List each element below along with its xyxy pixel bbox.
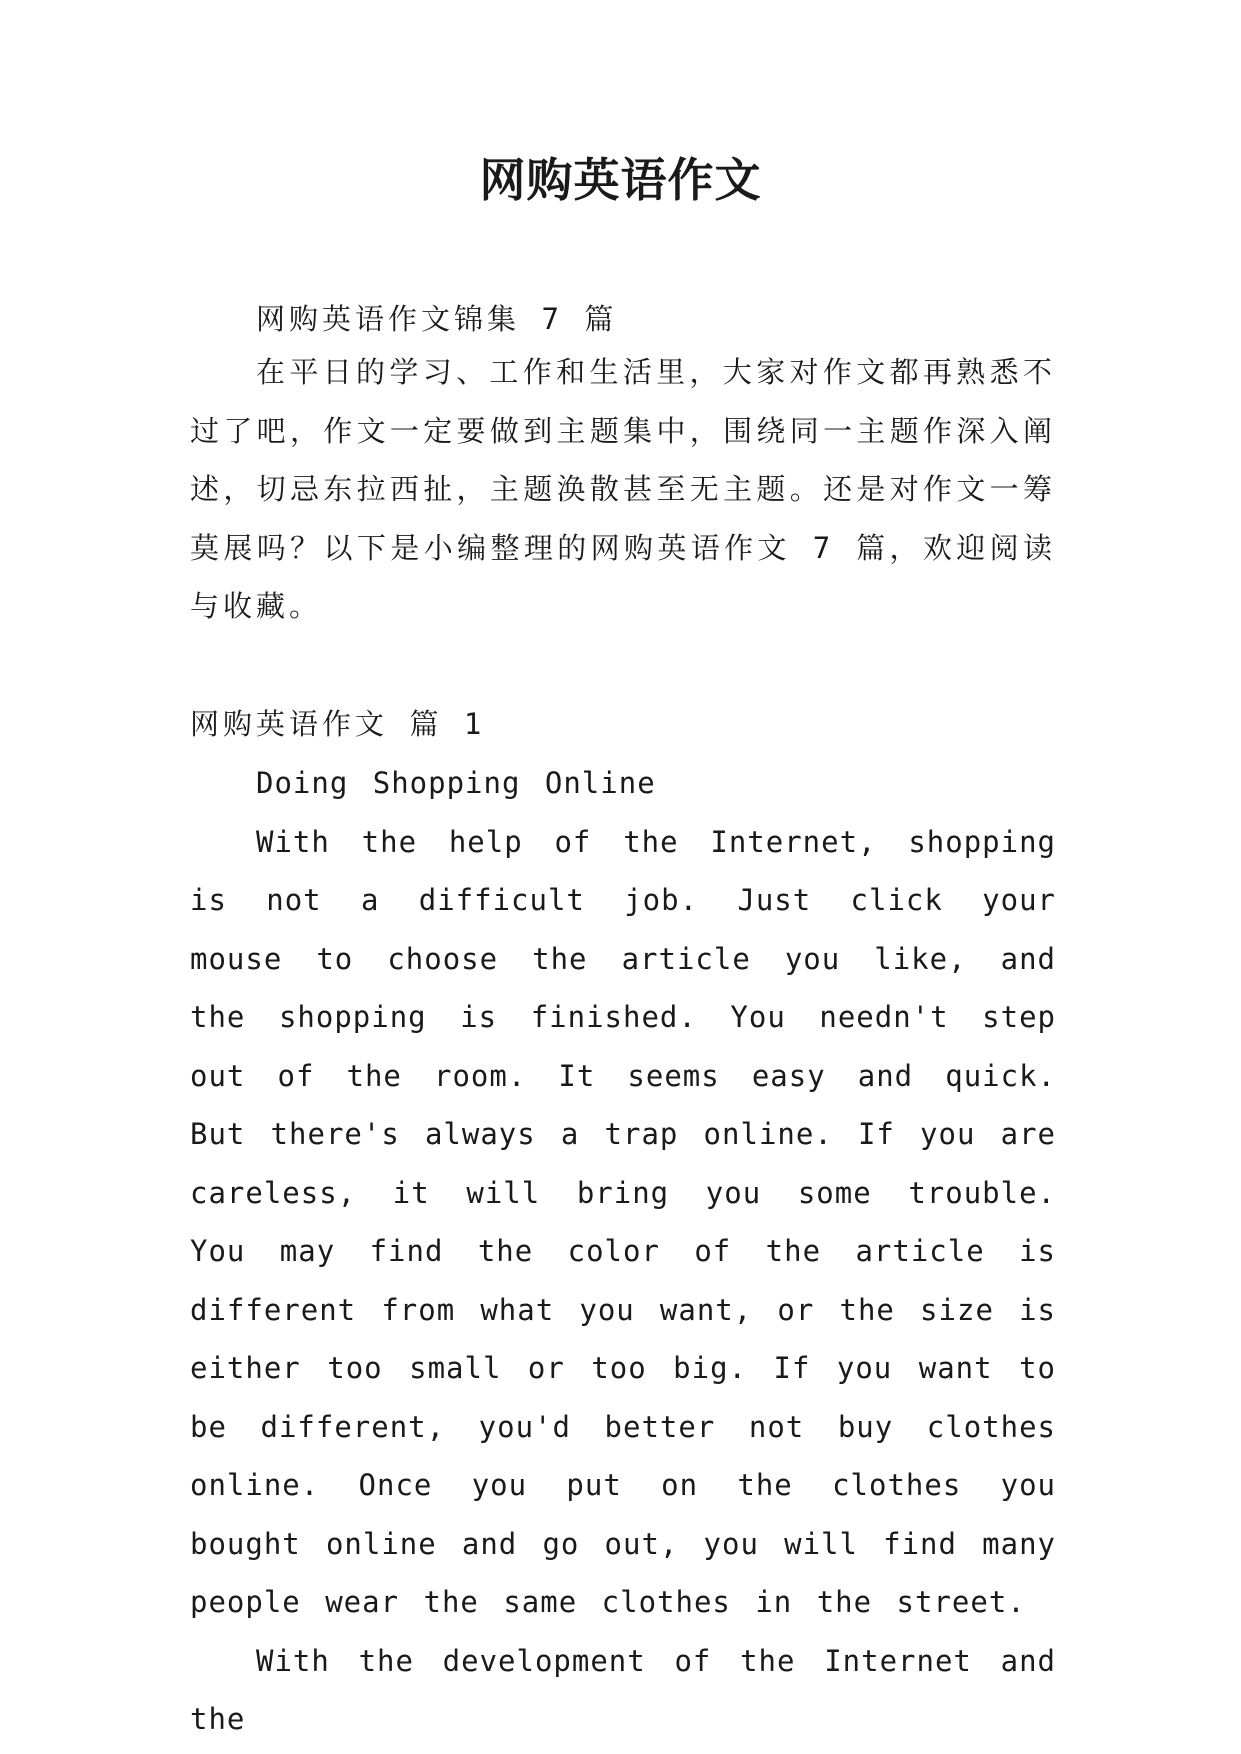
document-title: 网购英语作文 — [479, 153, 762, 207]
document-subtitle: 网购英语作文锦集 7 篇 — [256, 302, 618, 336]
intro-paragraph: 在平日的学习、工作和生活里，大家对作文都再熟悉不过了吧，作文一定要做到主题集中，围绕同一主题作深入阐述，切忌东拉西扯，主题涣散甚至无主题。还是对作文一筹莫展吗？以下是小编整理的网购英语作文 7 篇，欢迎阅读与收藏。 — [190, 355, 1056, 623]
essay-title: Doing Shopping Online — [256, 766, 656, 800]
essay-paragraph: With the development of the Internet and the — [190, 1643, 1056, 1736]
intro-block — [190, 343, 1056, 636]
section-heading: 网购英语作文 篇 1 — [190, 707, 486, 741]
essay-paragraph: With the help of the Internet, shopping is not a difficult job. Just click your mouse to choose the article you like, and the shopping is finished. You needn't step out of the room. It seems easy and quick. But there's always a trap online. If you are careless, it will bring you some trouble. You may find the color of the article is different from what you want, or the size is either too small or too big. If you want to be different, you'd better not buy clothes online. Once you put on the clothes you bought online and go out, you will find many people wear the same clothes in the street. — [190, 824, 1056, 1619]
essay-body — [190, 754, 1056, 1749]
